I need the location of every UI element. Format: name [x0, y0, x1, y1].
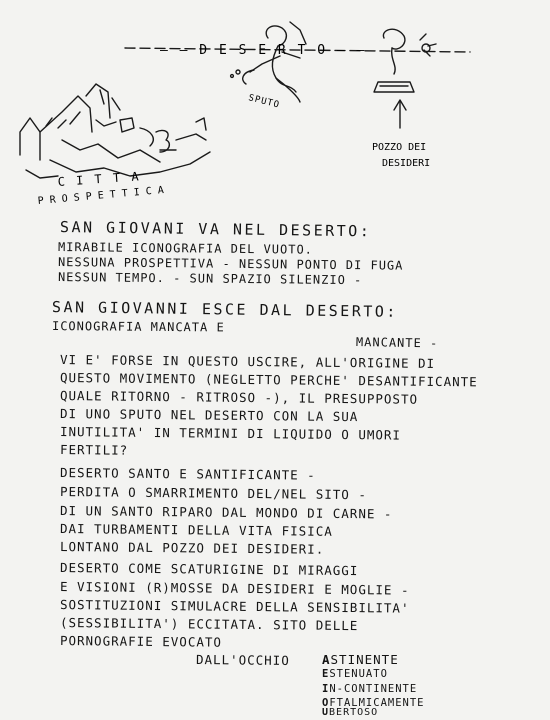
text-line: NESSUNA PROSPETTIVA - NESSUN PONTO DI FUGA: [57, 255, 404, 273]
text-line: FERTILI?: [59, 442, 129, 458]
text-line: DI UNO SPUTO NEL DESERTO CON LA SUA: [59, 406, 359, 425]
deserto-label: — — D E S E R T O — —: [160, 43, 367, 58]
acrostic-letter: O: [322, 697, 330, 709]
acrostic-word: BERTOSO: [329, 707, 379, 718]
text-line: QUALE RITORNO - RITROSO -), IL PRESUPPOSTO: [59, 388, 419, 407]
acrostic-word: STINENTE: [330, 652, 399, 667]
heading-va-nel-deserto: SAN GIOVANI VA NEL DESERTO:: [59, 218, 372, 241]
acrostic-word: FTALMICAMENTE: [329, 697, 425, 709]
text-line: INUTILITA' IN TERMINI DI LIQUIDO O UMORI: [59, 424, 402, 443]
heading-esce-dal-deserto: SAN GIOVANNI ESCE DAL DESERTO:: [51, 298, 399, 321]
sputo-label: SPUTO: [247, 93, 281, 111]
acrostic-line-u: [322, 707, 378, 718]
citta-label: C I T T A: [57, 169, 142, 189]
acrostic-line-a: [322, 652, 399, 667]
text-line: PERDITA O SMARRIMENTO DEL/NEL SITO -: [59, 484, 367, 503]
text-line: SOSTITUZIONI SIMULACRE DELLA SENSIBILITA': [59, 597, 410, 616]
text-line: NESSUN TEMPO. - SUN SPAZIO SILENZIO -: [57, 270, 363, 288]
text-line: DALL'OCCHIO: [195, 652, 290, 668]
pozzo-label-line2: DESIDERI: [382, 158, 431, 169]
acrostic-letter: E: [322, 668, 330, 680]
acrostic-word: STENUATO: [329, 668, 388, 680]
text-line: ICONOGRAFIA MANCATA E: [51, 319, 225, 335]
text-line: MANCANTE -: [355, 335, 439, 351]
acrostic-word: N-CONTINENTE: [329, 683, 418, 695]
text-line: (SESSIBILITA') ECCITATA. SITO DELLE: [59, 615, 359, 634]
sketch-drawing: [0, 0, 550, 215]
acrostic-letter: A: [322, 652, 331, 667]
text-line: DAI TURBAMENTI DELLA VITA FISICA: [59, 521, 333, 539]
text-line: DESERTO SANTO E SANTIFICANTE -: [59, 465, 316, 483]
acrostic-line-i: [322, 683, 417, 695]
prospettica-label: P R O S P E T T I C A: [37, 185, 165, 207]
text-line: DI UN SANTO RIPARO DAL MONDO DI CARNE -: [59, 503, 393, 522]
text-line: VI E' FORSE IN QUESTO USCIRE, ALL'ORIGINE DI: [59, 352, 436, 371]
text-line: DESERTO COME SCATURIGINE DI MIRAGGI: [59, 560, 359, 579]
acrostic-letter: I: [322, 683, 330, 695]
acrostic-line-e: [322, 668, 388, 680]
pozzo-label-line1: POZZO DEI: [372, 142, 427, 153]
text-line: PORNOGRAFIE EVOCATO: [59, 633, 223, 650]
text-line: QUESTO MOVIMENTO (NEGLETTO PERCHE' DESANTIFICANTE: [59, 370, 478, 390]
text-line: MIRABILE ICONOGRAFIA DEL VUOTO.: [57, 240, 314, 257]
acrostic-letter: U: [322, 707, 330, 718]
text-line: LONTANO DAL POZZO DEI DESIDERI.: [59, 539, 325, 557]
text-line: E VISIONI (R)MOSSE DA DESIDERI E MOGLIE -: [59, 579, 410, 598]
